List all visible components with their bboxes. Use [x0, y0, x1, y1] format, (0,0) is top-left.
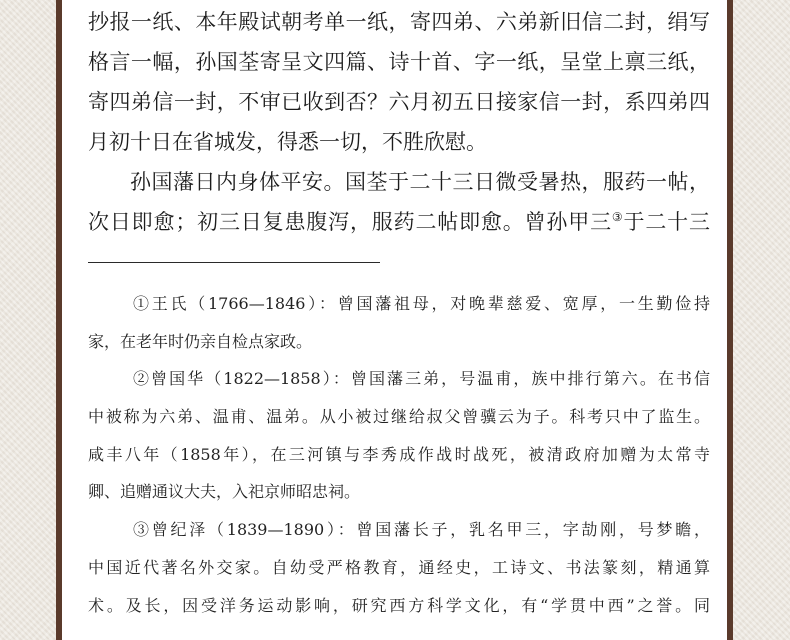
body-line-text: 次日即愈；初三日复患腹泻，服药二帖即愈。曾孙甲三: [88, 210, 612, 234]
footnote-divider: [88, 262, 380, 263]
body-line: [88, 202, 710, 242]
body-line-text: 于二十三: [623, 210, 710, 234]
footnotes: [88, 285, 710, 624]
body-line: 抄报一纸、本年殿试朝考单一纸，寄四弟、六弟新旧信二封，绢写: [88, 10, 710, 34]
body-line: 孙国藩日内身体平安。国荃于二十三日微受暑热，服药一帖，: [130, 170, 710, 194]
body-line: 格言一幅，孙国荃寄呈文四篇、诗十首、字一纸，呈堂上禀三纸，: [88, 50, 710, 74]
footnote-line: 咸丰八年（1858年），在三河镇与李秀成作战时战死，被清政府加赠为太常寺: [88, 444, 710, 464]
footnote-2: [88, 360, 710, 511]
footnote-reference-3: ③: [611, 210, 624, 224]
footnote-line: ①王氏（1766—1846）：曾国藩祖母，对晚辈慈爱、宽厚，一生勤俭持: [133, 294, 710, 313]
body-paragraph-1: [88, 2, 710, 162]
body-line: 寄四弟信一封，不审已收到否？六月初五日接家信一封，系四弟四: [88, 90, 710, 114]
footnote-line: ③曾纪泽（1839—1890）：曾国藩长子，乳名甲三，字劼刚，号梦瞻，: [133, 520, 710, 540]
footnote-line: 术。及长，因受洋务运动影响，研究西方科学文化，有“学贯中西”之誉。同: [88, 595, 710, 615]
footnote-line: 中被称为六弟、温甫、温弟。从小被过继给叔父曾骥云为子。科考只中了监生。: [88, 407, 710, 427]
body-paragraph-2: [88, 162, 710, 242]
footnote-3: [88, 511, 710, 624]
footnote-line: ②曾国华（1822—1858）：曾国藩三弟，号温甫，族中排行第六。在书信: [133, 369, 710, 389]
book-page: [62, 0, 727, 640]
footnote-line: 卿、追赠通议大夫，入祀京师昭忠祠。: [88, 482, 361, 502]
footnote-1: [88, 285, 710, 360]
body-line: 月初十日在省城发，得悉一切，不胜欣慰。: [88, 130, 487, 154]
right-page-border: [727, 0, 733, 640]
footnote-line: 中国近代著名外交家。自幼受严格教育，通经史，工诗文、书法篆刻，精通算: [88, 557, 710, 577]
body-text: [88, 2, 710, 242]
footnote-line: 家，在老年时仍亲自检点家政。: [88, 331, 313, 351]
